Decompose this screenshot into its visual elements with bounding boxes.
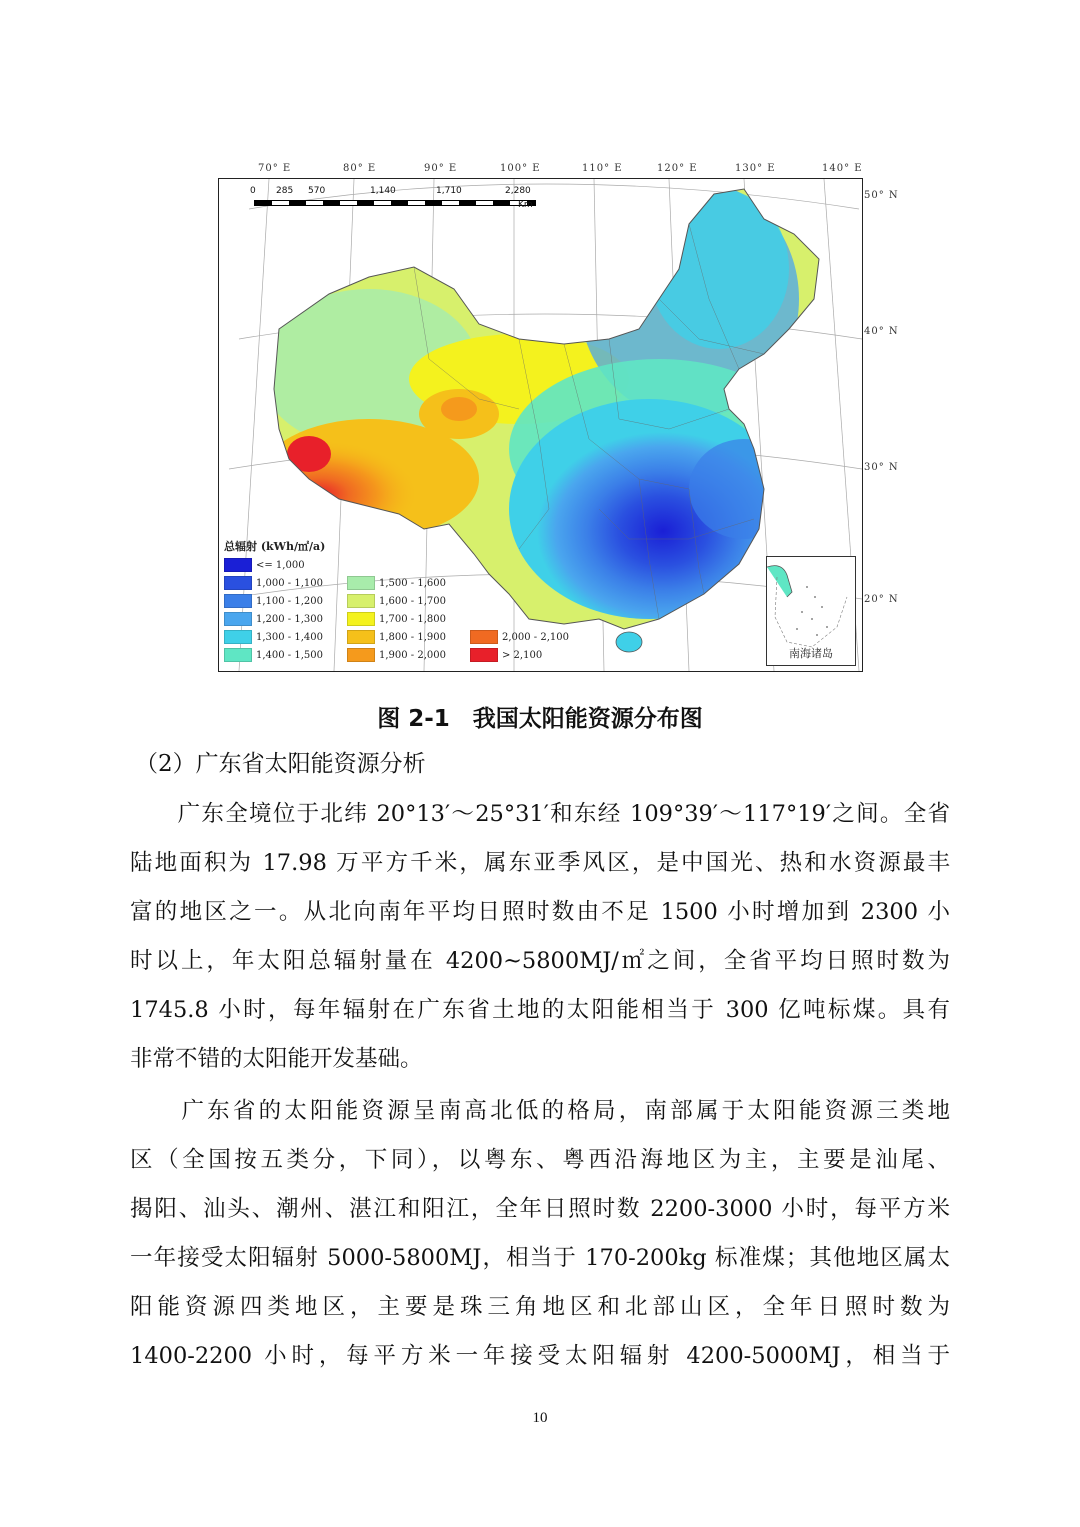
inset-label: 南海诸岛 <box>789 647 833 660</box>
lon-label: 140° E <box>822 163 863 174</box>
lat-label: 40° N <box>864 326 899 337</box>
lon-label: 110° E <box>582 163 623 174</box>
scale-label: 1,140 <box>370 186 396 196</box>
legend-item: 1,000 - 1,100 <box>224 576 323 590</box>
lon-label: 90° E <box>424 163 458 174</box>
legend-item: 1,200 - 1,300 <box>224 612 323 626</box>
lon-label: 100° E <box>500 163 541 174</box>
legend-title: 总辐射 (kWh/㎡/a) <box>224 540 326 553</box>
lat-label: 50° N <box>864 190 899 201</box>
map-legend <box>224 538 594 668</box>
legend-item: 1,600 - 1,700 <box>347 594 446 608</box>
text-line: 广东省的太阳能资源呈南高北低的格局，南部属于太阳能资源三类地 <box>130 1098 950 1124</box>
text-line: 时以上，年太阳总辐射量在 4200~5800MJ/㎡之间，全省平均日照时数为 <box>130 948 950 974</box>
legend-item: 2,000 - 2,100 <box>470 630 569 644</box>
scale-bar <box>250 186 550 212</box>
legend-item: 1,300 - 1,400 <box>224 630 323 644</box>
legend-item: <= 1,000 <box>224 558 305 572</box>
text-line: 非常不错的太阳能开发基础。 <box>130 1046 423 1072</box>
text-line: 广东全境位于北纬 20°13′～25°31′和东经 109°39′～117°19′之间。全省 <box>130 801 950 827</box>
section-heading: （2）广东省太阳能资源分析 <box>135 751 426 777</box>
paragraph-2 <box>130 1087 950 1381</box>
scale-label: 1,710 <box>436 186 462 196</box>
text-line: 揭阳、汕头、潮州、湛江和阳江，全年日照时数 2200-3000 小时，每平方米 <box>130 1196 950 1222</box>
legend-item: 1,800 - 1,900 <box>347 630 446 644</box>
legend-item: > 2,100 <box>470 648 542 662</box>
scale-unit: Km <box>518 200 533 210</box>
figure-caption: 图 2-1 我国太阳能资源分布图 <box>377 706 703 732</box>
lon-label: 120° E <box>657 163 698 174</box>
south-china-sea-inset <box>766 556 856 666</box>
legend-item: 1,100 - 1,200 <box>224 594 323 608</box>
legend-item: 1,500 - 1,600 <box>347 576 446 590</box>
scale-label: 2,280 <box>505 186 531 196</box>
text-line: 陆地面积为 17.98 万平方千米，属东亚季风区，是中国光、热和水资源最丰 <box>130 850 950 876</box>
legend-item: 1,400 - 1,500 <box>224 648 323 662</box>
legend-item: 1,700 - 1,800 <box>347 612 446 626</box>
lon-label: 70° E <box>258 163 292 174</box>
text-line: 1400-2200 小时，每平方米一年接受太阳辐射 4200-5000MJ，相当于 <box>130 1343 950 1369</box>
legend-item: 1,900 - 2,000 <box>347 648 446 662</box>
text-line: 阳能资源四类地区，主要是珠三角地区和北部山区，全年日照时数为 <box>130 1294 950 1320</box>
scale-label: 285 <box>276 186 294 196</box>
scale-label: 0 <box>250 186 256 196</box>
lat-label: 20° N <box>864 594 899 605</box>
lon-label: 80° E <box>343 163 377 174</box>
page-number: 10 <box>532 1410 548 1426</box>
lat-label: 30° N <box>864 462 899 473</box>
paragraph-1 <box>130 790 950 1084</box>
lon-label: 130° E <box>735 163 776 174</box>
text-line: 富的地区之一。从北向南年平均日照时数由不足 1500 小时增加到 2300 小 <box>130 899 950 925</box>
text-line: 区（全国按五类分，下同），以粤东、粤西沿海地区为主，主要是汕尾、 <box>130 1147 950 1173</box>
text-line: 一年接受太阳辐射 5000-5800MJ，相当于 170-200kg 标准煤；其他地区属太 <box>130 1245 950 1271</box>
text-line: 1745.8 小时，每年辐射在广东省土地的太阳能相当于 300 亿吨标煤。具有 <box>130 997 950 1023</box>
scale-label: 570 <box>308 186 326 196</box>
